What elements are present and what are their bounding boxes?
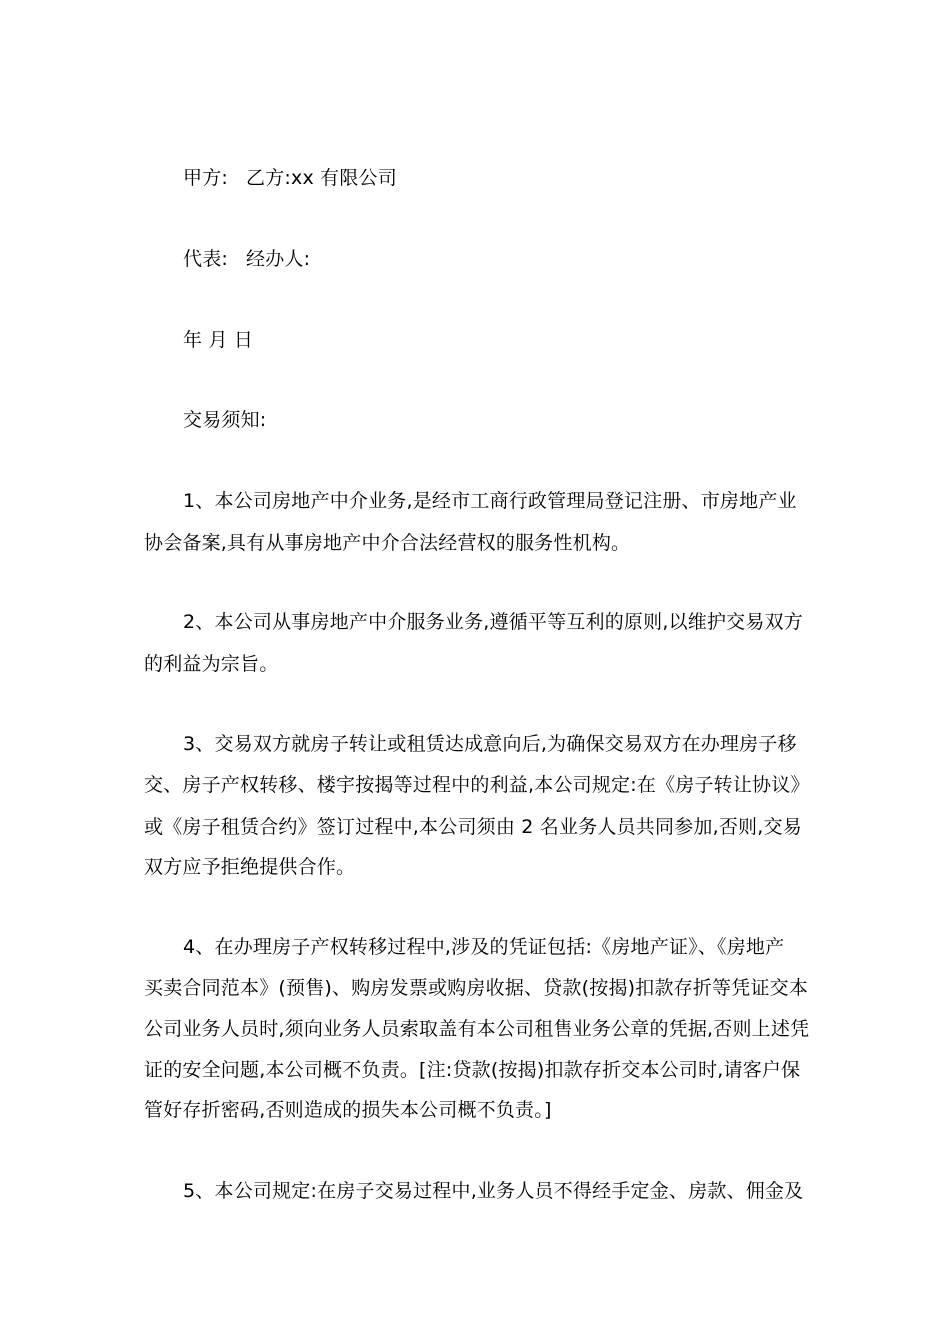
notice-item-line: 5、本公司规定:在房子交易过程中,业务人员不得经手定金、房款、佣金及 <box>183 1180 804 1202</box>
notice-item-line: 公司业务人员时,须向业务人员索取盖有本公司租售业务公章的凭据,否则上述凭 <box>144 1018 810 1040</box>
notice-item-line: 协会备案,具有从事房地产中介合法经营权的服务性机构。 <box>144 532 631 554</box>
date-line: 年 月 日 <box>183 329 254 351</box>
notice-item-line: 2、本公司从事房地产中介服务业务,遵循平等互利的原则,以维护交易双方 <box>183 611 803 633</box>
notice-item-line: 证的安全问题,本公司概不负责。[注:贷款(按揭)扣款存折交本公司时,请客户保 <box>144 1059 801 1081</box>
notice-item-line: 3、交易双方就房子转让或租赁达成意向后,为确保交易双方在办理房子移 <box>183 733 797 755</box>
handler-label: 经办人: <box>246 248 311 270</box>
notice-item-line: 管好存折密码,否则造成的损失本公司概不负责。] <box>144 1099 552 1121</box>
party-line <box>183 166 397 190</box>
party-a-label: 甲方: <box>183 167 229 189</box>
notice-title: 交易须知: <box>183 409 267 431</box>
party-b-label: 乙方:xx 有限公司 <box>246 167 397 189</box>
notice-item-line: 1、本公司房地产中介业务,是经市工商行政管理局登记注册、市房地产业 <box>183 490 797 512</box>
notice-item-line: 交、房子产权转移、楼宇按揭等过程中的利益,本公司规定:在《房子转让协议》 <box>144 774 810 796</box>
notice-item-line: 或《房子租赁合约》签订过程中,本公司须由 2 名业务人员共同参加,否则,交易 <box>144 816 802 838</box>
representative-label: 代表: <box>183 248 229 270</box>
notice-item-line: 买卖合同范本》(预售)、购房发票或购房收据、贷款(按揭)扣款存折等凭证交本 <box>144 977 809 999</box>
notice-item-line: 的利益为宗旨。 <box>144 653 279 675</box>
representative-line <box>183 247 310 271</box>
notice-item-line: 4、在办理房子产权转移过程中,涉及的凭证包括:《房地产证》、《房地产 <box>183 936 785 958</box>
notice-item-line: 双方应予拒绝提供合作。 <box>144 856 356 878</box>
